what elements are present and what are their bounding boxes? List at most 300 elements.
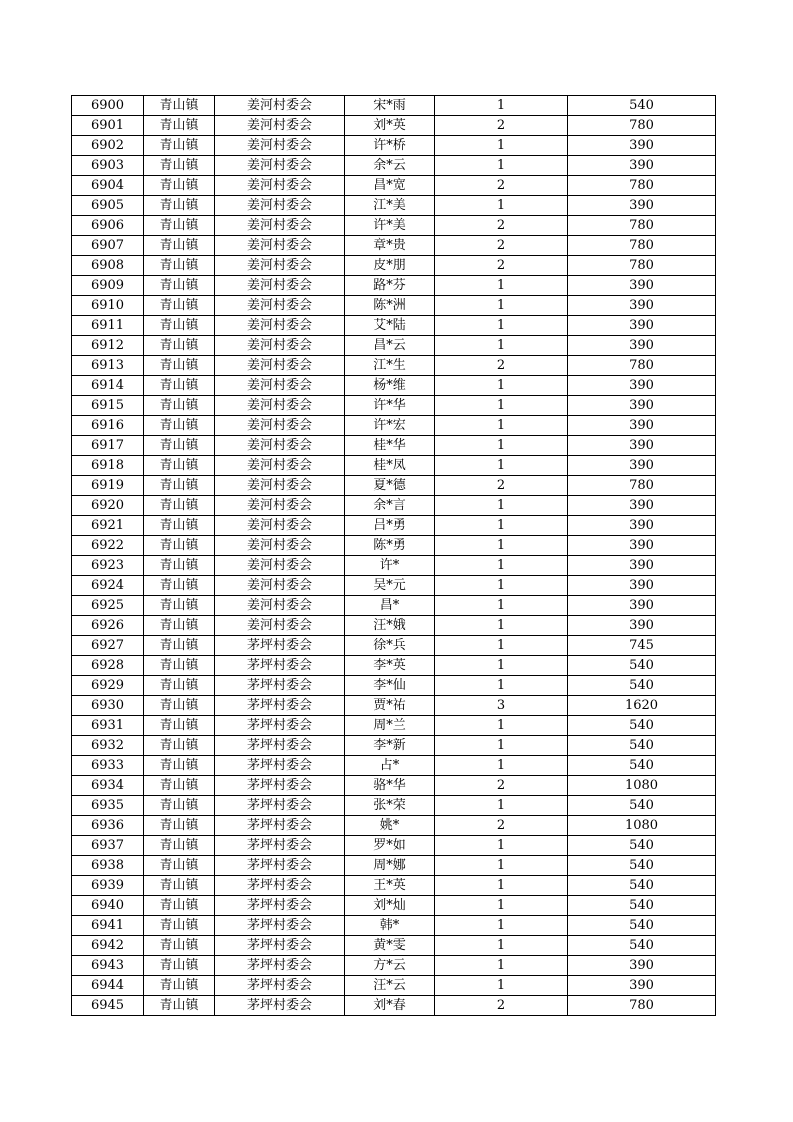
- village-committee-cell: 茅坪村委会: [215, 816, 345, 836]
- amount-cell: 780: [568, 996, 716, 1016]
- town-cell: 青山镇: [144, 676, 215, 696]
- town-cell: 青山镇: [144, 336, 215, 356]
- row-number-cell: 6925: [72, 596, 144, 616]
- town-cell: 青山镇: [144, 856, 215, 876]
- row-number-cell: 6926: [72, 616, 144, 636]
- amount-cell: 1620: [568, 696, 716, 716]
- name-cell: 李*仙: [345, 676, 435, 696]
- village-committee-cell: 姜河村委会: [215, 396, 345, 416]
- table-row: [72, 416, 716, 436]
- row-number-cell: 6933: [72, 756, 144, 776]
- name-cell: 刘*灿: [345, 896, 435, 916]
- row-number-cell: 6938: [72, 856, 144, 876]
- household-count-cell: 2: [435, 476, 568, 496]
- name-cell: 姚*: [345, 816, 435, 836]
- row-number-cell: 6920: [72, 496, 144, 516]
- row-number-cell: 6945: [72, 996, 144, 1016]
- table-row: [72, 756, 716, 776]
- table-row: [72, 516, 716, 536]
- table-row: [72, 96, 716, 116]
- amount-cell: 780: [568, 236, 716, 256]
- table-body: [72, 96, 716, 1016]
- household-count-cell: 1: [435, 956, 568, 976]
- table-row: [72, 536, 716, 556]
- village-committee-cell: 姜河村委会: [215, 556, 345, 576]
- name-cell: 周*兰: [345, 716, 435, 736]
- town-cell: 青山镇: [144, 356, 215, 376]
- town-cell: 青山镇: [144, 176, 215, 196]
- amount-cell: 390: [568, 376, 716, 396]
- table-row: [72, 696, 716, 716]
- table-row: [72, 456, 716, 476]
- name-cell: 占*: [345, 756, 435, 776]
- village-committee-cell: 姜河村委会: [215, 516, 345, 536]
- name-cell: 黄*雯: [345, 936, 435, 956]
- village-committee-cell: 姜河村委会: [215, 316, 345, 336]
- name-cell: 陈*勇: [345, 536, 435, 556]
- name-cell: 方*云: [345, 956, 435, 976]
- row-number-cell: 6914: [72, 376, 144, 396]
- household-count-cell: 1: [435, 856, 568, 876]
- amount-cell: 390: [568, 616, 716, 636]
- name-cell: 余*言: [345, 496, 435, 516]
- village-committee-cell: 茅坪村委会: [215, 716, 345, 736]
- table-row: [72, 596, 716, 616]
- name-cell: 昌*云: [345, 336, 435, 356]
- town-cell: 青山镇: [144, 636, 215, 656]
- town-cell: 青山镇: [144, 736, 215, 756]
- town-cell: 青山镇: [144, 96, 215, 116]
- row-number-cell: 6912: [72, 336, 144, 356]
- name-cell: 刘*春: [345, 996, 435, 1016]
- household-count-cell: 1: [435, 396, 568, 416]
- name-cell: 许*桥: [345, 136, 435, 156]
- household-count-cell: 1: [435, 276, 568, 296]
- amount-cell: 390: [568, 576, 716, 596]
- amount-cell: 780: [568, 356, 716, 376]
- town-cell: 青山镇: [144, 196, 215, 216]
- table-row: [72, 396, 716, 416]
- household-count-cell: 2: [435, 216, 568, 236]
- row-number-cell: 6901: [72, 116, 144, 136]
- table-row: [72, 996, 716, 1016]
- name-cell: 江*美: [345, 196, 435, 216]
- town-cell: 青山镇: [144, 816, 215, 836]
- row-number-cell: 6932: [72, 736, 144, 756]
- town-cell: 青山镇: [144, 256, 215, 276]
- table-row: [72, 216, 716, 236]
- village-committee-cell: 姜河村委会: [215, 356, 345, 376]
- amount-cell: 390: [568, 976, 716, 996]
- row-number-cell: 6913: [72, 356, 144, 376]
- row-number-cell: 6934: [72, 776, 144, 796]
- village-committee-cell: 姜河村委会: [215, 596, 345, 616]
- table-row: [72, 296, 716, 316]
- village-committee-cell: 茅坪村委会: [215, 836, 345, 856]
- table-row: [72, 796, 716, 816]
- village-committee-cell: 姜河村委会: [215, 296, 345, 316]
- table-row: [72, 316, 716, 336]
- table-row: [72, 196, 716, 216]
- household-count-cell: 2: [435, 816, 568, 836]
- town-cell: 青山镇: [144, 996, 215, 1016]
- household-count-cell: 1: [435, 756, 568, 776]
- household-count-cell: 1: [435, 496, 568, 516]
- village-committee-cell: 姜河村委会: [215, 456, 345, 476]
- household-count-cell: 1: [435, 376, 568, 396]
- name-cell: 艾*陆: [345, 316, 435, 336]
- town-cell: 青山镇: [144, 236, 215, 256]
- town-cell: 青山镇: [144, 756, 215, 776]
- amount-cell: 780: [568, 256, 716, 276]
- household-count-cell: 1: [435, 456, 568, 476]
- table-row: [72, 236, 716, 256]
- town-cell: 青山镇: [144, 696, 215, 716]
- row-number-cell: 6923: [72, 556, 144, 576]
- amount-cell: 390: [568, 536, 716, 556]
- town-cell: 青山镇: [144, 116, 215, 136]
- row-number-cell: 6937: [72, 836, 144, 856]
- row-number-cell: 6910: [72, 296, 144, 316]
- amount-cell: 540: [568, 716, 716, 736]
- village-committee-cell: 茅坪村委会: [215, 756, 345, 776]
- village-committee-cell: 茅坪村委会: [215, 956, 345, 976]
- town-cell: 青山镇: [144, 936, 215, 956]
- name-cell: 汪*娥: [345, 616, 435, 636]
- row-number-cell: 6917: [72, 436, 144, 456]
- table-row: [72, 936, 716, 956]
- household-count-cell: 2: [435, 176, 568, 196]
- village-committee-cell: 姜河村委会: [215, 336, 345, 356]
- town-cell: 青山镇: [144, 656, 215, 676]
- town-cell: 青山镇: [144, 836, 215, 856]
- name-cell: 许*美: [345, 216, 435, 236]
- town-cell: 青山镇: [144, 956, 215, 976]
- household-count-cell: 3: [435, 696, 568, 716]
- row-number-cell: 6903: [72, 156, 144, 176]
- household-count-cell: 1: [435, 96, 568, 116]
- town-cell: 青山镇: [144, 596, 215, 616]
- table-row: [72, 556, 716, 576]
- row-number-cell: 6942: [72, 936, 144, 956]
- amount-cell: 390: [568, 596, 716, 616]
- row-number-cell: 6941: [72, 916, 144, 936]
- table-row: [72, 896, 716, 916]
- name-cell: 骆*华: [345, 776, 435, 796]
- table-row: [72, 436, 716, 456]
- table-row: [72, 736, 716, 756]
- village-committee-cell: 茅坪村委会: [215, 636, 345, 656]
- town-cell: 青山镇: [144, 476, 215, 496]
- town-cell: 青山镇: [144, 616, 215, 636]
- amount-cell: 540: [568, 916, 716, 936]
- table-row: [72, 276, 716, 296]
- name-cell: 汪*云: [345, 976, 435, 996]
- household-count-cell: 2: [435, 996, 568, 1016]
- table-row: [72, 476, 716, 496]
- row-number-cell: 6944: [72, 976, 144, 996]
- amount-cell: 390: [568, 416, 716, 436]
- data-table: [71, 95, 716, 1016]
- amount-cell: 390: [568, 436, 716, 456]
- row-number-cell: 6916: [72, 416, 144, 436]
- name-cell: 杨*维: [345, 376, 435, 396]
- name-cell: 吕*勇: [345, 516, 435, 536]
- town-cell: 青山镇: [144, 316, 215, 336]
- household-count-cell: 1: [435, 136, 568, 156]
- table-row: [72, 336, 716, 356]
- town-cell: 青山镇: [144, 416, 215, 436]
- household-count-cell: 2: [435, 116, 568, 136]
- village-committee-cell: 姜河村委会: [215, 416, 345, 436]
- village-committee-cell: 茅坪村委会: [215, 776, 345, 796]
- name-cell: 许*宏: [345, 416, 435, 436]
- amount-cell: 390: [568, 396, 716, 416]
- amount-cell: 1080: [568, 816, 716, 836]
- amount-cell: 540: [568, 896, 716, 916]
- name-cell: 王*英: [345, 876, 435, 896]
- household-count-cell: 1: [435, 436, 568, 456]
- row-number-cell: 6928: [72, 656, 144, 676]
- household-count-cell: 1: [435, 156, 568, 176]
- row-number-cell: 6927: [72, 636, 144, 656]
- name-cell: 韩*: [345, 916, 435, 936]
- household-count-cell: 1: [435, 416, 568, 436]
- village-committee-cell: 茅坪村委会: [215, 676, 345, 696]
- amount-cell: 390: [568, 516, 716, 536]
- village-committee-cell: 姜河村委会: [215, 196, 345, 216]
- household-count-cell: 1: [435, 316, 568, 336]
- amount-cell: 390: [568, 136, 716, 156]
- village-committee-cell: 茅坪村委会: [215, 916, 345, 936]
- town-cell: 青山镇: [144, 716, 215, 736]
- amount-cell: 390: [568, 276, 716, 296]
- town-cell: 青山镇: [144, 436, 215, 456]
- village-committee-cell: 茅坪村委会: [215, 856, 345, 876]
- table-row: [72, 496, 716, 516]
- amount-cell: 540: [568, 936, 716, 956]
- name-cell: 江*生: [345, 356, 435, 376]
- village-committee-cell: 姜河村委会: [215, 476, 345, 496]
- town-cell: 青山镇: [144, 296, 215, 316]
- table-row: [72, 156, 716, 176]
- name-cell: 罗*如: [345, 836, 435, 856]
- amount-cell: 540: [568, 876, 716, 896]
- amount-cell: 390: [568, 956, 716, 976]
- amount-cell: 390: [568, 496, 716, 516]
- village-committee-cell: 茅坪村委会: [215, 896, 345, 916]
- name-cell: 张*荣: [345, 796, 435, 816]
- amount-cell: 540: [568, 796, 716, 816]
- name-cell: 章*贵: [345, 236, 435, 256]
- household-count-cell: 1: [435, 636, 568, 656]
- amount-cell: 390: [568, 156, 716, 176]
- name-cell: 桂*凤: [345, 456, 435, 476]
- amount-cell: 540: [568, 856, 716, 876]
- village-committee-cell: 茅坪村委会: [215, 656, 345, 676]
- amount-cell: 745: [568, 636, 716, 656]
- town-cell: 青山镇: [144, 536, 215, 556]
- row-number-cell: 6921: [72, 516, 144, 536]
- document-page: [71, 95, 716, 1016]
- row-number-cell: 6924: [72, 576, 144, 596]
- row-number-cell: 6909: [72, 276, 144, 296]
- town-cell: 青山镇: [144, 376, 215, 396]
- village-committee-cell: 姜河村委会: [215, 116, 345, 136]
- town-cell: 青山镇: [144, 916, 215, 936]
- table-row: [72, 616, 716, 636]
- village-committee-cell: 姜河村委会: [215, 156, 345, 176]
- town-cell: 青山镇: [144, 456, 215, 476]
- table-row: [72, 116, 716, 136]
- household-count-cell: 1: [435, 656, 568, 676]
- town-cell: 青山镇: [144, 516, 215, 536]
- town-cell: 青山镇: [144, 136, 215, 156]
- amount-cell: 390: [568, 556, 716, 576]
- row-number-cell: 6935: [72, 796, 144, 816]
- table-row: [72, 356, 716, 376]
- table-row: [72, 876, 716, 896]
- town-cell: 青山镇: [144, 216, 215, 236]
- name-cell: 昌*宽: [345, 176, 435, 196]
- row-number-cell: 6919: [72, 476, 144, 496]
- row-number-cell: 6905: [72, 196, 144, 216]
- name-cell: 皮*朋: [345, 256, 435, 276]
- table-row: [72, 856, 716, 876]
- name-cell: 贾*祐: [345, 696, 435, 716]
- table-row: [72, 716, 716, 736]
- household-count-cell: 1: [435, 516, 568, 536]
- town-cell: 青山镇: [144, 796, 215, 816]
- table-row: [72, 256, 716, 276]
- row-number-cell: 6900: [72, 96, 144, 116]
- village-committee-cell: 茅坪村委会: [215, 696, 345, 716]
- village-committee-cell: 姜河村委会: [215, 436, 345, 456]
- village-committee-cell: 姜河村委会: [215, 216, 345, 236]
- village-committee-cell: 姜河村委会: [215, 176, 345, 196]
- amount-cell: 540: [568, 96, 716, 116]
- name-cell: 李*新: [345, 736, 435, 756]
- household-count-cell: 1: [435, 196, 568, 216]
- amount-cell: 1080: [568, 776, 716, 796]
- name-cell: 桂*华: [345, 436, 435, 456]
- amount-cell: 540: [568, 756, 716, 776]
- household-count-cell: 1: [435, 596, 568, 616]
- household-count-cell: 1: [435, 576, 568, 596]
- household-count-cell: 1: [435, 736, 568, 756]
- village-committee-cell: 茅坪村委会: [215, 976, 345, 996]
- town-cell: 青山镇: [144, 576, 215, 596]
- town-cell: 青山镇: [144, 976, 215, 996]
- table-row: [72, 656, 716, 676]
- name-cell: 周*娜: [345, 856, 435, 876]
- village-committee-cell: 姜河村委会: [215, 136, 345, 156]
- household-count-cell: 1: [435, 796, 568, 816]
- village-committee-cell: 姜河村委会: [215, 256, 345, 276]
- name-cell: 昌*: [345, 596, 435, 616]
- household-count-cell: 1: [435, 536, 568, 556]
- household-count-cell: 2: [435, 256, 568, 276]
- town-cell: 青山镇: [144, 276, 215, 296]
- household-count-cell: 1: [435, 616, 568, 636]
- household-count-cell: 1: [435, 876, 568, 896]
- table-row: [72, 176, 716, 196]
- amount-cell: 540: [568, 676, 716, 696]
- table-row: [72, 376, 716, 396]
- village-committee-cell: 姜河村委会: [215, 536, 345, 556]
- village-committee-cell: 茅坪村委会: [215, 996, 345, 1016]
- amount-cell: 540: [568, 836, 716, 856]
- table-row: [72, 976, 716, 996]
- town-cell: 青山镇: [144, 556, 215, 576]
- name-cell: 陈*洲: [345, 296, 435, 316]
- town-cell: 青山镇: [144, 776, 215, 796]
- household-count-cell: 1: [435, 916, 568, 936]
- village-committee-cell: 姜河村委会: [215, 616, 345, 636]
- row-number-cell: 6908: [72, 256, 144, 276]
- row-number-cell: 6929: [72, 676, 144, 696]
- amount-cell: 390: [568, 196, 716, 216]
- row-number-cell: 6930: [72, 696, 144, 716]
- row-number-cell: 6907: [72, 236, 144, 256]
- name-cell: 宋*雨: [345, 96, 435, 116]
- household-count-cell: 1: [435, 556, 568, 576]
- amount-cell: 780: [568, 216, 716, 236]
- amount-cell: 540: [568, 656, 716, 676]
- village-committee-cell: 姜河村委会: [215, 496, 345, 516]
- table-row: [72, 576, 716, 596]
- name-cell: 路*芬: [345, 276, 435, 296]
- row-number-cell: 6906: [72, 216, 144, 236]
- amount-cell: 390: [568, 336, 716, 356]
- row-number-cell: 6939: [72, 876, 144, 896]
- amount-cell: 390: [568, 456, 716, 476]
- village-committee-cell: 茅坪村委会: [215, 796, 345, 816]
- town-cell: 青山镇: [144, 876, 215, 896]
- amount-cell: 390: [568, 296, 716, 316]
- village-committee-cell: 姜河村委会: [215, 376, 345, 396]
- village-committee-cell: 姜河村委会: [215, 576, 345, 596]
- name-cell: 刘*英: [345, 116, 435, 136]
- amount-cell: 540: [568, 736, 716, 756]
- village-committee-cell: 姜河村委会: [215, 236, 345, 256]
- table-row: [72, 816, 716, 836]
- table-row: [72, 836, 716, 856]
- household-count-cell: 1: [435, 836, 568, 856]
- amount-cell: 390: [568, 316, 716, 336]
- row-number-cell: 6922: [72, 536, 144, 556]
- town-cell: 青山镇: [144, 396, 215, 416]
- household-count-cell: 2: [435, 236, 568, 256]
- row-number-cell: 6943: [72, 956, 144, 976]
- row-number-cell: 6918: [72, 456, 144, 476]
- name-cell: 许*华: [345, 396, 435, 416]
- table-row: [72, 636, 716, 656]
- name-cell: 李*英: [345, 656, 435, 676]
- amount-cell: 780: [568, 176, 716, 196]
- household-count-cell: 2: [435, 776, 568, 796]
- row-number-cell: 6904: [72, 176, 144, 196]
- amount-cell: 780: [568, 476, 716, 496]
- row-number-cell: 6911: [72, 316, 144, 336]
- row-number-cell: 6936: [72, 816, 144, 836]
- household-count-cell: 1: [435, 936, 568, 956]
- household-count-cell: 1: [435, 336, 568, 356]
- name-cell: 徐*兵: [345, 636, 435, 656]
- town-cell: 青山镇: [144, 496, 215, 516]
- household-count-cell: 1: [435, 896, 568, 916]
- village-committee-cell: 茅坪村委会: [215, 936, 345, 956]
